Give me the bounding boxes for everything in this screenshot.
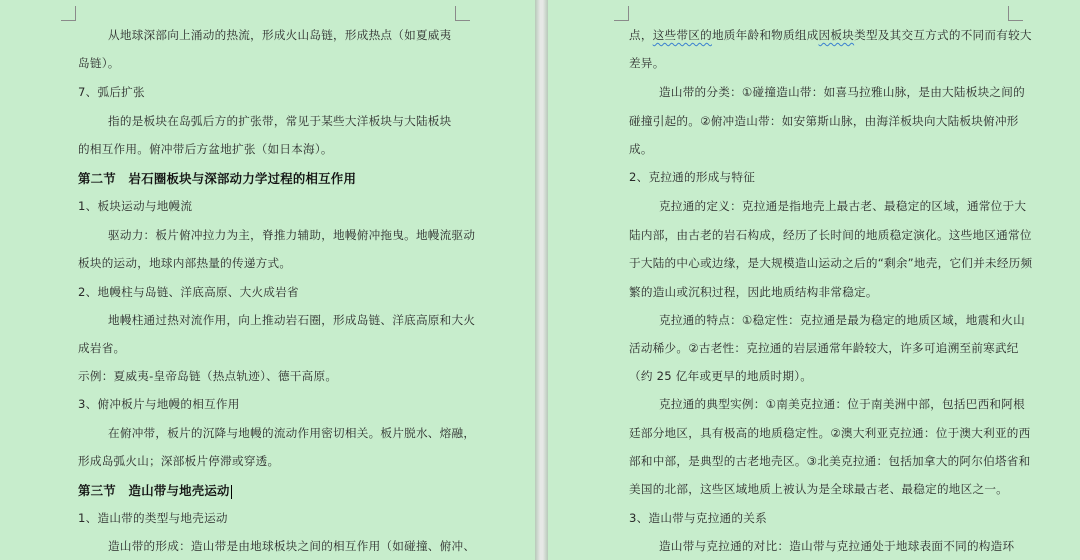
margin-corner-mark	[614, 6, 629, 21]
body-text-line: 克拉通的特点：①稳定性：克拉通是最为稳定的地质区域，地震和火山	[659, 313, 1025, 327]
body-text-line: 于大陆的中心或边缘，是大规模造山运动之后的“剩余”地壳，它们并未经历频	[629, 256, 1033, 270]
margin-corner-mark	[61, 6, 76, 21]
body-text-line: 驱动力：板片俯冲拉力为主，脊推力辅助，地幔俯冲拖曳。地幔流驱动	[108, 228, 476, 242]
body-text-line: 板块的运动，地球内部热量的传递方式。	[78, 256, 292, 270]
body-text-line: 造山带与克拉通的对比：造山带与克拉通处于地球表面不同的构造环	[659, 539, 1015, 553]
section-heading-text: 第三节 造山带与地壳运动	[78, 483, 230, 498]
body-text-line: 示例：夏威夷-皇帝岛链（热点轨迹）、德干高原。	[78, 369, 338, 383]
margin-corner-mark	[1008, 6, 1023, 21]
body-text-line: 的相互作用。俯冲带后方盆地扩张（如日本海）。	[78, 142, 333, 156]
document-page-right[interactable]	[548, 0, 1080, 560]
body-text-line: 从地球深部向上涌动的热流，形成火山岛链，形成热点（如夏威夷	[108, 28, 452, 42]
body-text-line: 成岩省。	[78, 341, 126, 355]
list-heading: 3、造山带与克拉通的关系	[629, 511, 767, 525]
body-text-line: 美国的北部，这些区域地质上被认为是全球最古老、最稳定的地区之一。	[629, 482, 1009, 496]
list-heading: 3、俯冲板片与地幔的相互作用	[78, 397, 240, 411]
text-run: 地质年龄和物质组成	[711, 28, 819, 42]
list-heading: 1、板块运动与地幔流	[78, 199, 193, 213]
body-text-line: 形成岛弧火山；深部板片停滞或穿透。	[78, 454, 280, 468]
body-text-line: 成。	[629, 142, 653, 156]
body-text-line: 岛链）。	[78, 56, 120, 70]
list-heading: 1、造山带的类型与地壳运动	[78, 511, 228, 525]
body-text-line: 克拉通的定义：克拉通是指地壳上最古老、最稳定的区域，通常位于大	[659, 199, 1027, 213]
body-text-line: 造山带的分类：①碰撞造山带：如喜马拉雅山脉，是由大陆板块之间的	[659, 85, 1025, 99]
document-page-left[interactable]	[0, 0, 535, 560]
body-text-line: （约 25 亿年或更早的地质时期）。	[629, 369, 813, 383]
list-heading: 2、克拉通的形成与特征	[629, 170, 756, 184]
body-text-line: 指的是板块在岛弧后方的扩张带，常见于某些大洋板块与大陆板块	[108, 114, 452, 128]
body-text-line	[629, 27, 1032, 43]
text-run: 类型及其交互方式的不同而有较大	[854, 28, 1032, 42]
section-heading	[78, 481, 232, 499]
body-text-line: 廷部分地区，具有极高的地质稳定性。②澳大利亚克拉通：位于澳大利亚的西	[629, 426, 1031, 440]
body-text-line: 差异。	[629, 56, 665, 70]
section-heading: 第二节 岩石圈板块与深部动力学过程的相互作用	[78, 171, 357, 186]
text-cursor	[231, 485, 232, 499]
body-text-line: 陆内部，由古老的岩石构成，经历了长时间的地质稳定演化。这些地区通常位	[629, 228, 1032, 242]
body-text-line: 造山带的形成：造山带是由地球板块之间的相互作用（如碰撞、俯冲、	[108, 539, 476, 553]
body-text-line: 活动稀少。②古老性：克拉通的岩层通常年龄较大，许多可追溯至前寒武纪	[629, 341, 1019, 355]
body-text-line: 克拉通的典型实例：①南美克拉通：位于南美洲中部，包括巴西和阿根	[659, 397, 1025, 411]
page-gap	[535, 0, 548, 560]
grammar-flagged-text[interactable]: 这些带区的	[652, 28, 712, 42]
text-run: 点，	[629, 28, 653, 42]
list-heading: 2、地幔柱与岛链、洋底高原、大火成岩省	[78, 285, 299, 299]
body-text-line: 繁的造山或沉积过程，因此地质结构非常稳定。	[629, 285, 878, 299]
body-text-line: 碰撞引起的。②俯冲造山带：如安第斯山脉，由海洋板块向大陆板块俯冲形	[629, 114, 1019, 128]
list-heading: 7、弧后扩张	[78, 85, 145, 99]
body-text-line: 地幔柱通过热对流作用，向上推动岩石圈，形成岛链、洋底高原和大火	[108, 313, 476, 327]
body-text-line: 部和中部，是典型的古老地壳区。③北美克拉通：包括加拿大的阿尔伯塔省和	[629, 454, 1031, 468]
margin-corner-mark	[455, 6, 470, 21]
grammar-flagged-text[interactable]: 因板块	[818, 28, 855, 42]
body-text-line: 在俯冲带，板片的沉降与地幔的流动作用密切相关。板片脱水、熔融，	[108, 426, 476, 440]
